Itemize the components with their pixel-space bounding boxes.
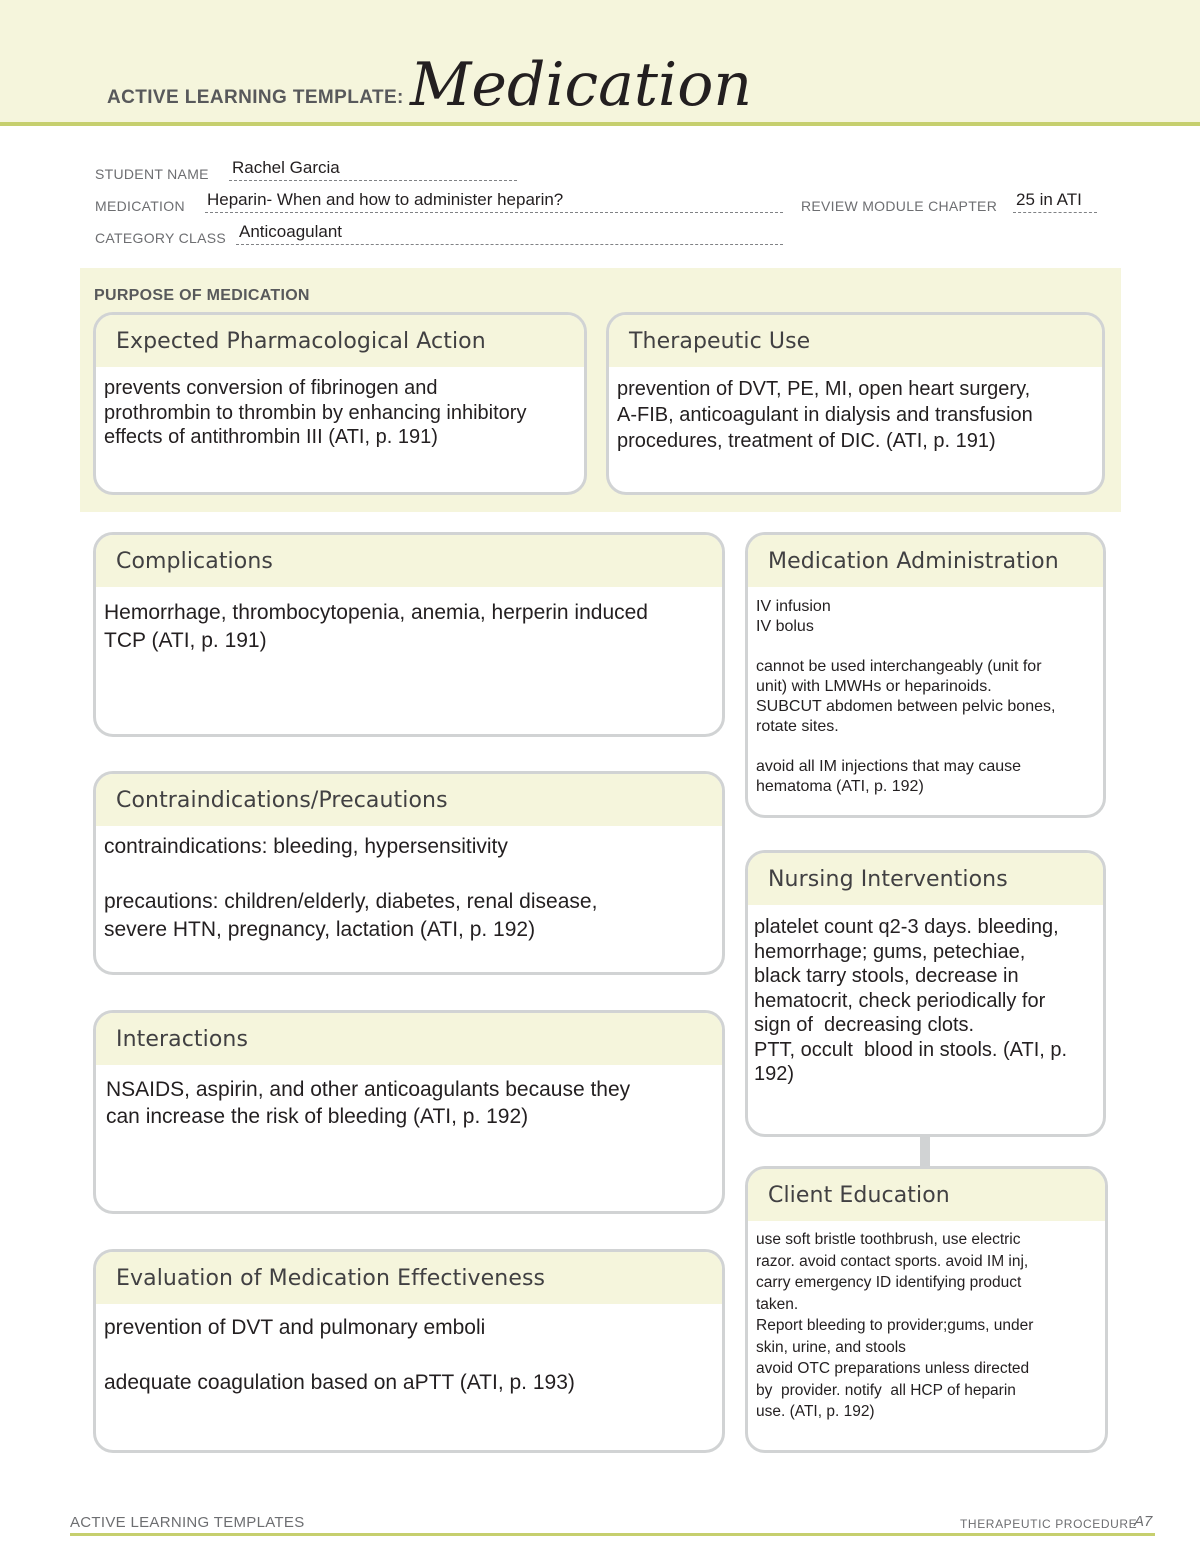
complications-box xyxy=(93,532,725,737)
administration-text[interactable]: IV infusion IV bolus cannot be used interchangeably (unit for unit) with LMWHs or heparinoids. SUBCUT abdomen between pelvic bones, rotate sites. avoid all IM injections that may cause hematoma (ATI, p. 192) xyxy=(756,598,1056,795)
footer-right: THERAPEUTIC PROCEDURE xyxy=(960,1517,1138,1531)
nursing-interventions-heading: Nursing Interventions xyxy=(748,853,1103,905)
chapter-label: REVIEW MODULE CHAPTER xyxy=(801,198,998,214)
expected-action-text[interactable]: prevents conversion of fibrinogen and prothrombin to thrombin by enhancing inhibitory effects of antithrombin III (ATI, p. 191) xyxy=(104,377,527,448)
student-name-line xyxy=(229,180,517,181)
medication-row xyxy=(0,190,1200,216)
evaluation-heading: Evaluation of Medication Effectiveness xyxy=(96,1252,722,1304)
complications-text[interactable]: Hemorrhage, thrombocytopenia, anemia, herperin induced TCP (ATI, p. 191) xyxy=(104,601,648,652)
medication-field[interactable]: Heparin- When and how to administer heparin? xyxy=(207,190,564,209)
therapeutic-use-text[interactable]: prevention of DVT, PE, MI, open heart surgery, A-FIB, anticoagulant in dialysis and transfusion procedures, treatment of DIC. (ATI, p. 191) xyxy=(617,378,1033,452)
evaluation-text[interactable]: prevention of DVT and pulmonary emboli adequate coagulation based on aPTT (ATI, p. 193) xyxy=(104,1316,575,1394)
administration-heading: Medication Administration xyxy=(748,535,1103,587)
student-name-row xyxy=(0,158,1200,184)
therapeutic-use-box xyxy=(606,312,1105,495)
interactions-text[interactable]: NSAIDS, aspirin, and other anticoagulants because they can increase the risk of bleeding (ATI, p. 192) xyxy=(106,1078,631,1128)
client-education-text[interactable]: use soft bristle toothbrush, use electric razor. avoid contact sports. avoid IM inj, carry emergency ID identifying product taken. Report bleeding to provider;gums, under skin, urine, and stools avoid OTC preparations unless directed by provider. notify all HCP of heparin use. (ATI, p. 192) xyxy=(756,1231,1034,1420)
therapeutic-use-heading: Therapeutic Use xyxy=(609,315,1102,367)
category-label: CATEGORY CLASS xyxy=(95,230,227,246)
student-name-field[interactable]: Rachel Garcia xyxy=(232,158,340,177)
expected-action-heading: Expected Pharmacological Action xyxy=(96,315,584,367)
interactions-box xyxy=(93,1010,725,1214)
page-number: A7 xyxy=(1134,1513,1153,1530)
category-row xyxy=(0,222,1200,248)
client-education-box xyxy=(745,1166,1108,1453)
footer-divider xyxy=(70,1533,1155,1536)
chapter-line xyxy=(1013,212,1097,213)
footer-left: ACTIVE LEARNING TEMPLATES xyxy=(70,1514,305,1531)
category-field[interactable]: Anticoagulant xyxy=(239,222,343,241)
contraindications-text[interactable]: contraindications: bleeding, hypersensitivity precautions: children/elderly, diabetes, renal disease, severe HTN, pregnancy, lactation (ATI, p. 192) xyxy=(104,835,598,941)
expected-action-box xyxy=(93,312,587,495)
connector-bar xyxy=(920,1136,930,1167)
evaluation-box xyxy=(93,1249,725,1453)
nursing-interventions-box xyxy=(745,850,1106,1137)
purpose-title: PURPOSE OF MEDICATION xyxy=(94,287,310,304)
page-title: Medication xyxy=(410,50,752,120)
nursing-interventions-text[interactable]: platelet count q2-3 days. bleeding, hemorrhage; gums, petechiae, black tarry stools, decrease in hematocrit, check periodically for sign of decreasing clots. PTT, occult blood in stools. (ATI, p. 192) xyxy=(754,916,1068,1085)
contraindications-heading: Contraindications/Precautions xyxy=(96,774,722,826)
chapter-field[interactable]: 25 in ATI xyxy=(1016,190,1082,209)
administration-box xyxy=(745,532,1106,818)
medication-line xyxy=(205,212,783,213)
template-label: ACTIVE LEARNING TEMPLATE: xyxy=(107,87,404,108)
contraindications-box xyxy=(93,771,725,975)
category-line xyxy=(236,244,783,245)
header-divider xyxy=(0,122,1200,126)
medication-label: MEDICATION xyxy=(95,198,185,214)
complications-heading: Complications xyxy=(96,535,722,587)
interactions-heading: Interactions xyxy=(96,1013,722,1065)
student-name-label: STUDENT NAME xyxy=(95,166,209,182)
client-education-heading: Client Education xyxy=(748,1169,1105,1221)
